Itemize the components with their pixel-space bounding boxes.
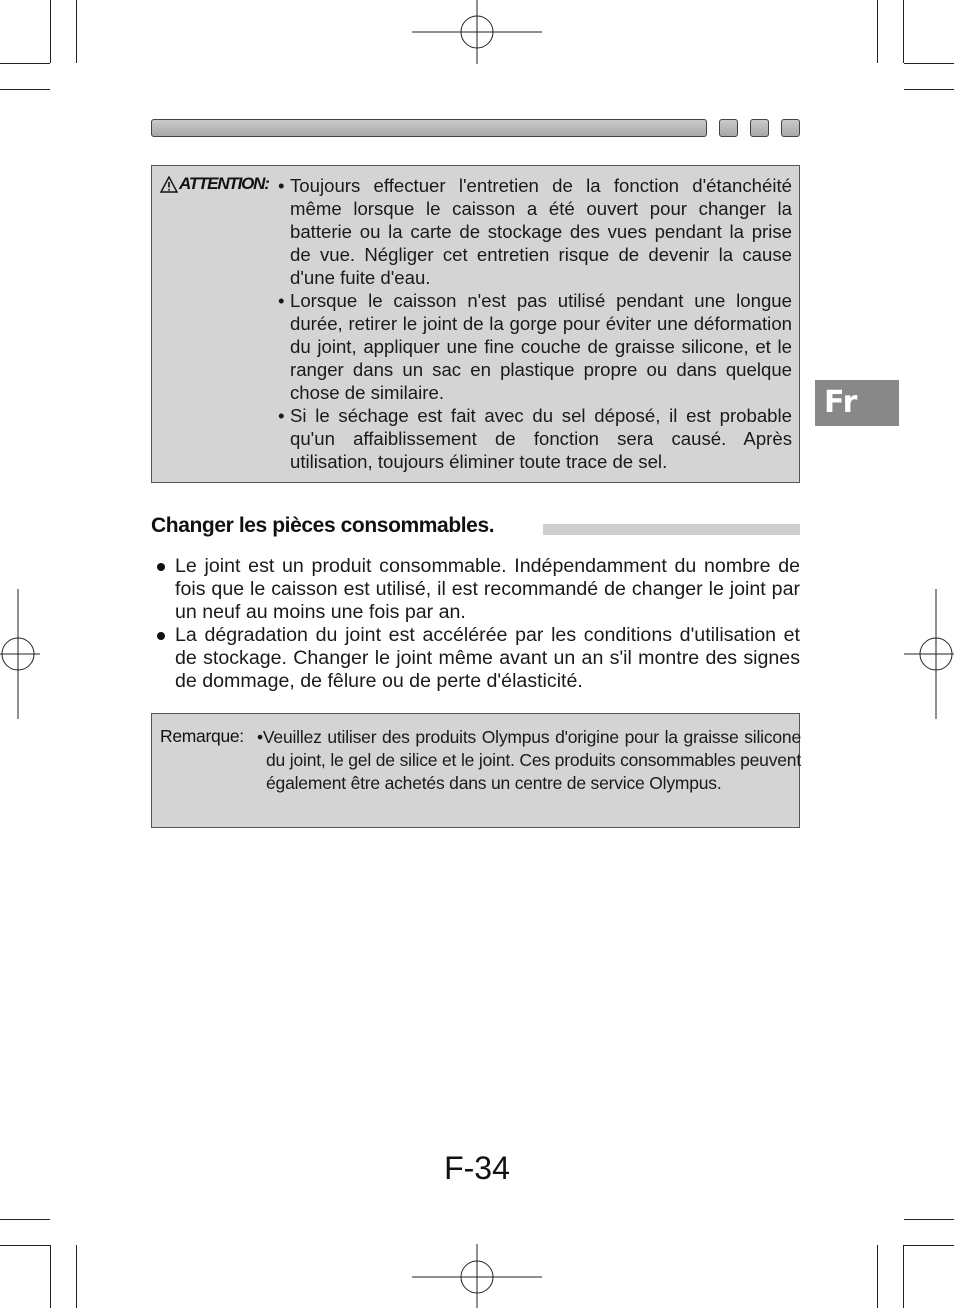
registration-mark-left xyxy=(0,589,40,719)
attention-list xyxy=(278,174,792,473)
page-number: F-34 xyxy=(444,1150,510,1186)
header-square-1 xyxy=(719,119,738,137)
warning-triangle-icon xyxy=(160,176,178,193)
attention-box xyxy=(151,165,800,483)
attention-item-text: Lorsque le caisson n'est pas utilisé pendant une longue durée, retirer le joint de la gorge pour éviter une déformation du joint, appliquer une fine couche de graisse silicone, et le ranger dans un sac en plastique propre ou dans quelque chose de similaire. xyxy=(290,290,792,403)
attention-item: • Lorsque le caisson n'est pas utilisé pendant une longue durée, retirer le joint de la gorge pour éviter une déformation du joint, appliquer une fine couche de graisse silicone, et le ranger dans un sac en plastique propre ou dans quelque chose de similaire. xyxy=(278,290,792,403)
registration-mark-bottom xyxy=(412,1244,542,1308)
section-title: Changer les pièces consommables. xyxy=(151,514,495,537)
bullet-list xyxy=(157,555,800,693)
remark-label: Remarque: xyxy=(160,726,244,746)
header-square-2 xyxy=(750,119,769,137)
list-item-text: La dégradation du joint est accélérée par les conditions d'utilisation et de stockage. Changer le joint même avant un an s'il montre des signes de dommage, de fêlure ou de perte d'élasticité. xyxy=(175,624,800,692)
language-tab: Fr xyxy=(815,380,899,426)
list-item xyxy=(157,624,800,693)
attention-item-text: Si le séchage est fait avec du sel déposé, il est probable qu'un affaiblissement de fonction sera causé. Après utilisation, toujours éliminer toute trace de sel. xyxy=(290,405,792,472)
header-bar xyxy=(151,119,707,137)
remark-text: •Veuillez utiliser des produits Olympus d'origine pour la graisse silicone du joint, le gel de silice et le joint. Ces produits consommables peuvent également être achetés dans un centre de service Olympus. xyxy=(257,727,801,793)
registration-mark-right xyxy=(904,589,954,719)
header-square-3 xyxy=(781,119,800,137)
attention-item-text: Toujours effectuer l'entretien de la fonction d'étanchéité même lorsque le caisson a été ouvert pour changer la batterie ou la carte de stockage des vues pendant la prise de vue. Négliger cet entretien risque de devenir la cause d'une fuite d'eau. xyxy=(290,175,792,288)
bullet-icon xyxy=(157,632,165,640)
attention-label: ATTENTION: xyxy=(179,174,269,193)
remark-box xyxy=(151,713,800,828)
bullet-icon xyxy=(157,563,165,571)
attention-item: • Toujours effectuer l'entretien de la fonction d'étanchéité même lorsque le caisson a été ouvert pour changer la batterie ou la carte de stockage des vues pendant la prise de vue. Négliger cet entretien risque de devenir la cause d'une fuite d'eau. xyxy=(278,175,792,288)
attention-heading xyxy=(160,174,269,194)
list-item-text: Le joint est un produit consommable. Indépendamment du nombre de fois que le caisson est utilisé, il est recommandé de changer le joint par un neuf au moins une fois par an. xyxy=(175,555,800,623)
attention-item: • Si le séchage est fait avec du sel déposé, il est probable qu'un affaiblissement de fonction sera causé. Après utilisation, toujours éliminer toute trace de sel. xyxy=(278,405,792,472)
section-rule xyxy=(543,524,800,535)
registration-mark-top xyxy=(412,0,542,64)
list-item xyxy=(157,555,800,624)
